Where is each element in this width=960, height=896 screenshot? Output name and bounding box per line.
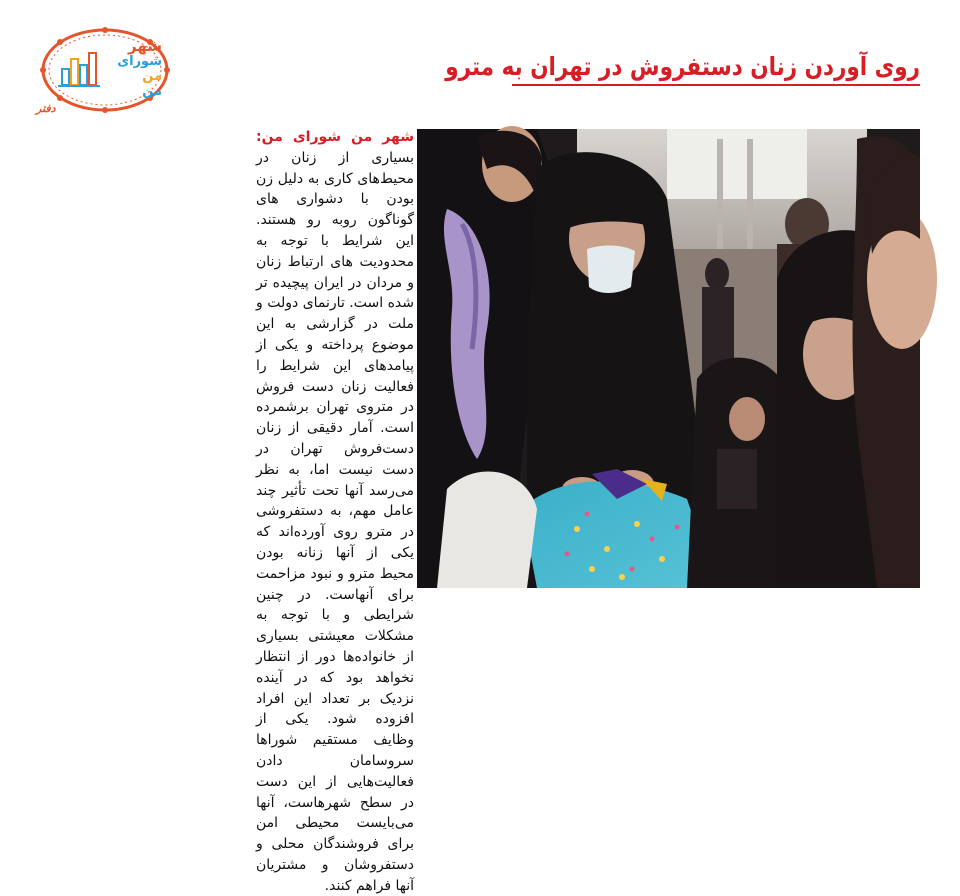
article-lead: شهر من شورای من: bbox=[256, 129, 414, 145]
article-title: روی آوردن زنان دستفروش در تهران به مترو bbox=[445, 52, 920, 81]
article-body-text: بسیاری از زنان در محیط‌های کاری به دلیل زن بودن با دشواری های گوناگون روبه رو هستند. این شرایط با توجه به محدودیت های ارتباط زنان و مردان در ایران پیچیده تر شده است. تارنمای دولت و ملت در گزارشی به این موضوع پرداخته و یکی از پیامدهای این شرایط را فعالیت زنان دست فروش در متروی تهران برشمرده است. آمار دقیقی از زنان دست‌فروش تهران در دست نیست اما، به نظر می‌رسد آنها تحت تأثیر چند عامل مهم، به دستفروشی در مترو روی آورده‌اند که یکی از آنها زنانه بودن محیط مترو و نبود مزاحمت برای آنهاست. در چنین شرایطی و با توجه به مشکلات معیشتی بسیاری از خانواده‌ها دور از انتظار نخواهد بود که در آینده نزدیک بر تعداد این افراد افزوده شود. یکی از وظایف مستقیم شوراها سروسامان دادن فعالیت‌هایی از این دست در سطح شهرهاست، آنها می‌بایست محیطی امن برای فروشندگان محلی و دستفروشان و مشتریان آنها فراهم کنند. bbox=[256, 149, 414, 894]
logo-badge: دفتر bbox=[36, 102, 56, 115]
article-photo bbox=[417, 129, 920, 588]
article-body-column bbox=[256, 127, 414, 894]
logo-text-line3: من bbox=[142, 69, 162, 84]
logo-text-line2: شورای bbox=[117, 54, 162, 69]
logo-text-line1: شهر bbox=[128, 37, 162, 55]
article-body bbox=[256, 127, 414, 896]
article-title-block bbox=[445, 50, 920, 90]
photo-women-metro-vendors bbox=[417, 129, 920, 588]
logo-text-line4: من bbox=[142, 84, 162, 99]
logo bbox=[38, 25, 172, 115]
title-underline bbox=[512, 84, 920, 86]
